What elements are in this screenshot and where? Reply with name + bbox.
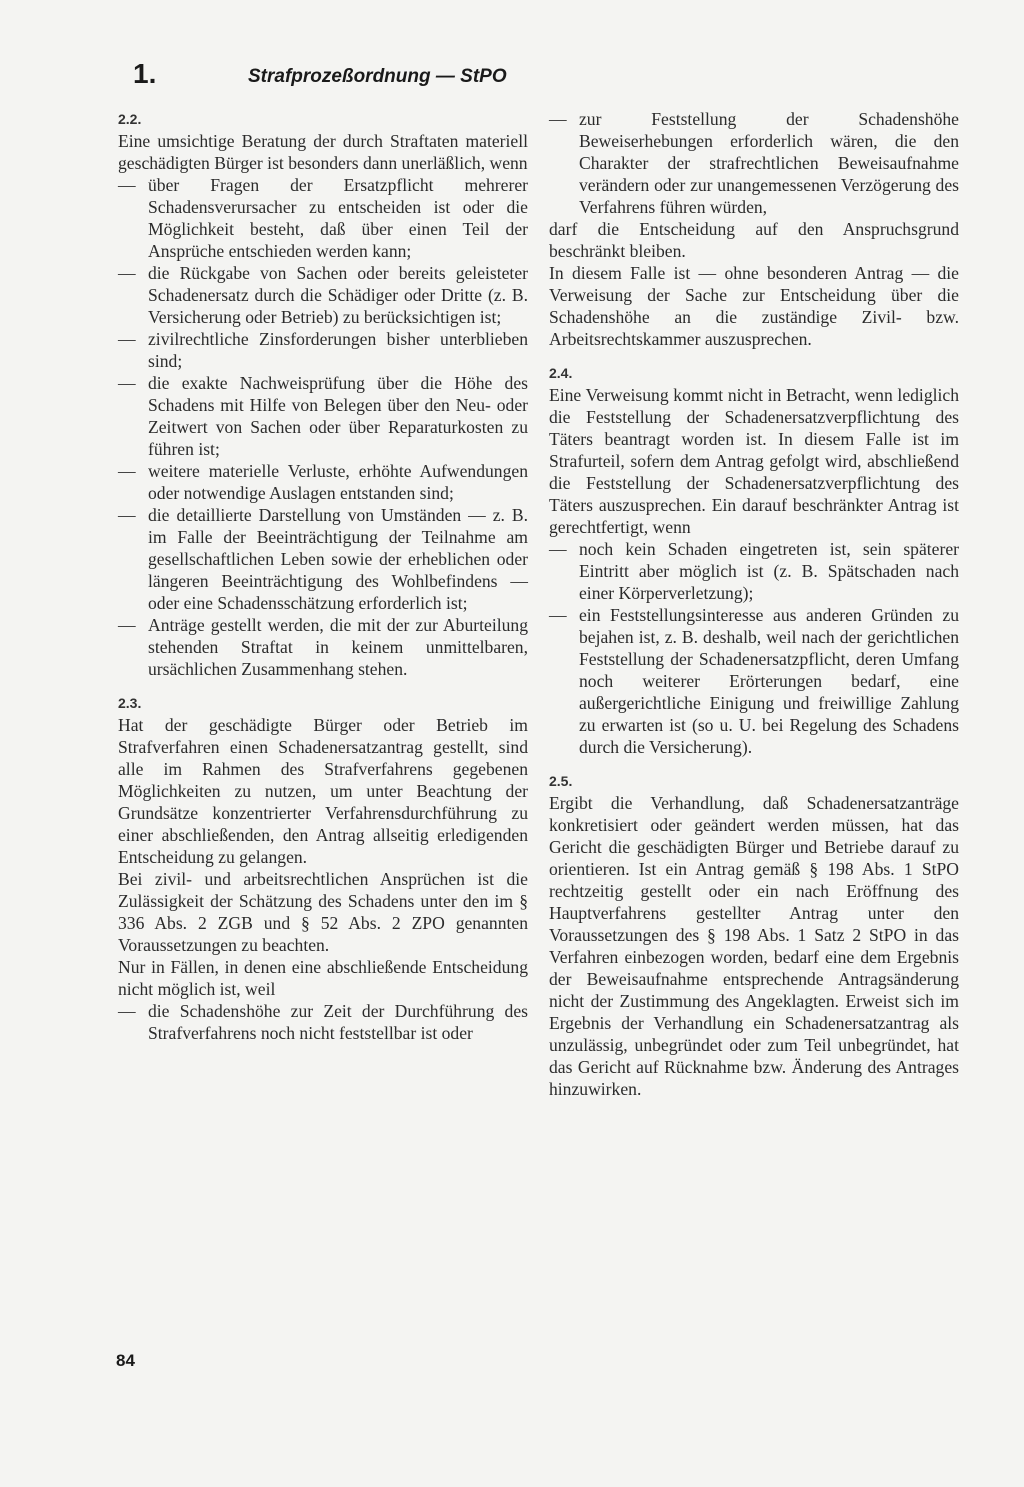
section-gap [549, 758, 959, 770]
list-item: — die detaillierte Darstellung von Umständen — z. B. im Falle der Beeinträchtigung der Teilnahme am gesellschaftlichen Leben sowie der erheblichen oder längeren Beeinträchtigung des Wohlbefindens — oder eine Schadensschätzung erforderlich ist; [118, 505, 528, 613]
section-number-2-5: 2.5. [549, 773, 573, 789]
list-item: — die Schadenshöhe zur Zeit der Durchführung des Strafverfahrens noch nicht feststellbar ist oder [118, 1001, 528, 1043]
list-item: — Anträge gestellt werden, die mit der zur Aburteilung stehenden Straftat in keinem unmittelbaren, ursächlichen Zusammenhang stehen. [118, 615, 528, 679]
section-number-2-4: 2.4. [549, 365, 573, 381]
list-item: — die Rückgabe von Sachen oder bereits geleisteter Schadenersatz durch die Schädiger oder Dritte (z. B. Versicherung oder Betrieb) zu berücksichtigen ist; [118, 263, 528, 327]
paragraph: In diesem Falle ist — ohne besonderen Antrag — die Verweisung der Sache zur Entscheidung über die Schadenshöhe an die zuständige Zivil- bzw. Arbeitsrechtskammer auszusprechen. [549, 263, 959, 349]
dash-bullet: — [118, 175, 136, 195]
list-item: — ein Feststellungsinteresse aus anderen Gründen zu bejahen ist, z. B. deshalb, weil nach der gerichtlichen Feststellung der Schadenersatzpflicht, deren Umfang noch weiterer Erörterungen bedarf, eine außergerichtliche Einigung und freiwillige Zahlung zu erwarten ist (so u. U. bei Regelung des Schadens durch die Versicherung). [549, 605, 959, 757]
right-column [549, 108, 959, 1100]
dash-bullet: — [118, 263, 136, 283]
dash-bullet: — [118, 1001, 136, 1021]
section-number-2-3: 2.3. [118, 695, 142, 711]
dash-bullet: — [549, 109, 567, 129]
dash-bullet: — [549, 539, 567, 559]
section-number-2-2: 2.2. [118, 111, 142, 127]
dash-bullet: — [118, 615, 136, 635]
paragraph: Eine Verweisung kommt nicht in Betracht, wenn lediglich die Feststellung der Schadenersatzverpflichtung des Täters beantragt worden ist. In diesem Falle ist im Strafurteil, sofern dem Antrag gefolgt wird, abschließend die Feststellung der Schadenersatzverpflichtung des Täters auszusprechen. Ein darauf beschränkter Antrag ist gerechtfertigt, wenn [549, 385, 959, 537]
list-item: — über Fragen der Ersatzpflicht mehrerer Schadensverursacher zu entscheiden ist oder die Möglichkeit besteht, daß über einen Teil der Ansprüche entschieden werden kann; [118, 175, 528, 261]
list-item: — die exakte Nachweisprüfung über die Höhe des Schadens mit Hilfe von Belegen über den Neu- oder Zeitwert von Sachen oder über Reparaturkosten zu führen ist; [118, 373, 528, 459]
chapter-number: 1. [133, 58, 157, 89]
section-gap [118, 680, 528, 692]
list-item: — noch kein Schaden eingetreten ist, sein späterer Eintritt aber möglich ist (z. B. Spätschaden nach einer Körperverletzung); [549, 539, 959, 603]
paragraph: Hat der geschädigte Bürger oder Betrieb im Strafverfahren einen Schadenersatzantrag gestellt, sind alle im Rahmen des Strafverfahrens gegebenen Möglichkeiten zu nutzen, um unter Beachtung der Grundsätze konzentrierter Verfahrensdurchführung zu einer abschließenden, den Antrag allseitig erledigenden Entscheidung zu gelangen. [118, 715, 528, 867]
paragraph: Nur in Fällen, in denen eine abschließende Entscheidung nicht möglich ist, weil [118, 957, 528, 999]
running-title: Strafprozeßordnung — StPO [248, 66, 507, 87]
page-number: 84 [116, 1351, 135, 1370]
dash-bullet: — [549, 605, 567, 625]
list-item: — zur Feststellung der Schadenshöhe Beweiserhebungen erforderlich wären, die den Charakter der strafrechtlichen Beweisaufnahme verändern oder zur unangemessenen Verzögerung des Verfahrens führen würden, [549, 109, 959, 217]
dash-bullet: — [118, 329, 136, 349]
section-gap [549, 350, 959, 362]
dash-bullet: — [118, 373, 136, 393]
dash-bullet: — [118, 505, 136, 525]
list-item: — zivilrechtliche Zinsforderungen bisher unterblieben sind; [118, 329, 528, 371]
paragraph: darf die Entscheidung auf den Anspruchsgrund beschränkt bleiben. [549, 219, 959, 261]
paragraph: Ergibt die Verhandlung, daß Schadenersatzanträge konkretisiert oder geändert werden müssen, hat das Gericht die geschädigten Bürger und Betriebe darauf zu orientieren. Ist ein Antrag gemäß § 198 Abs. 1 StPO rechtzeitig gestellt oder ein nach Eröffnung des Hauptverfahrens gestellter Antrag unter den Voraussetzungen des § 198 Abs. 1 Satz 2 StPO in das Verfahren einbezogen worden, bedarf eine dem Ergebnis der Beweisaufnahme entsprechende Antragsänderung nicht der Zustimmung des Angeklagten. Erweist sich im Ergebnis der Verhandlung ein Schadenersatzantrag als unzulässig, unbegründet oder zum Teil unbegründet, hat das Gericht auf Rücknahme bzw. Änderung des Antrages hinzuwirken. [549, 793, 959, 1099]
dash-bullet: — [118, 461, 136, 481]
paragraph: Bei zivil- und arbeitsrechtlichen Ansprüchen ist die Zulässigkeit der Schätzung des Schadens unter den im § 336 Abs. 2 ZGB und § 52 Abs. 2 ZPO genannten Voraussetzungen zu beachten. [118, 869, 528, 955]
paragraph: Eine umsichtige Beratung der durch Straftaten materiell geschädigten Bürger ist besonders dann unerläßlich, wenn [118, 131, 528, 173]
left-column [118, 108, 528, 1044]
list-item: — weitere materielle Verluste, erhöhte Aufwendungen oder notwendige Auslagen entstanden sind; [118, 461, 528, 503]
